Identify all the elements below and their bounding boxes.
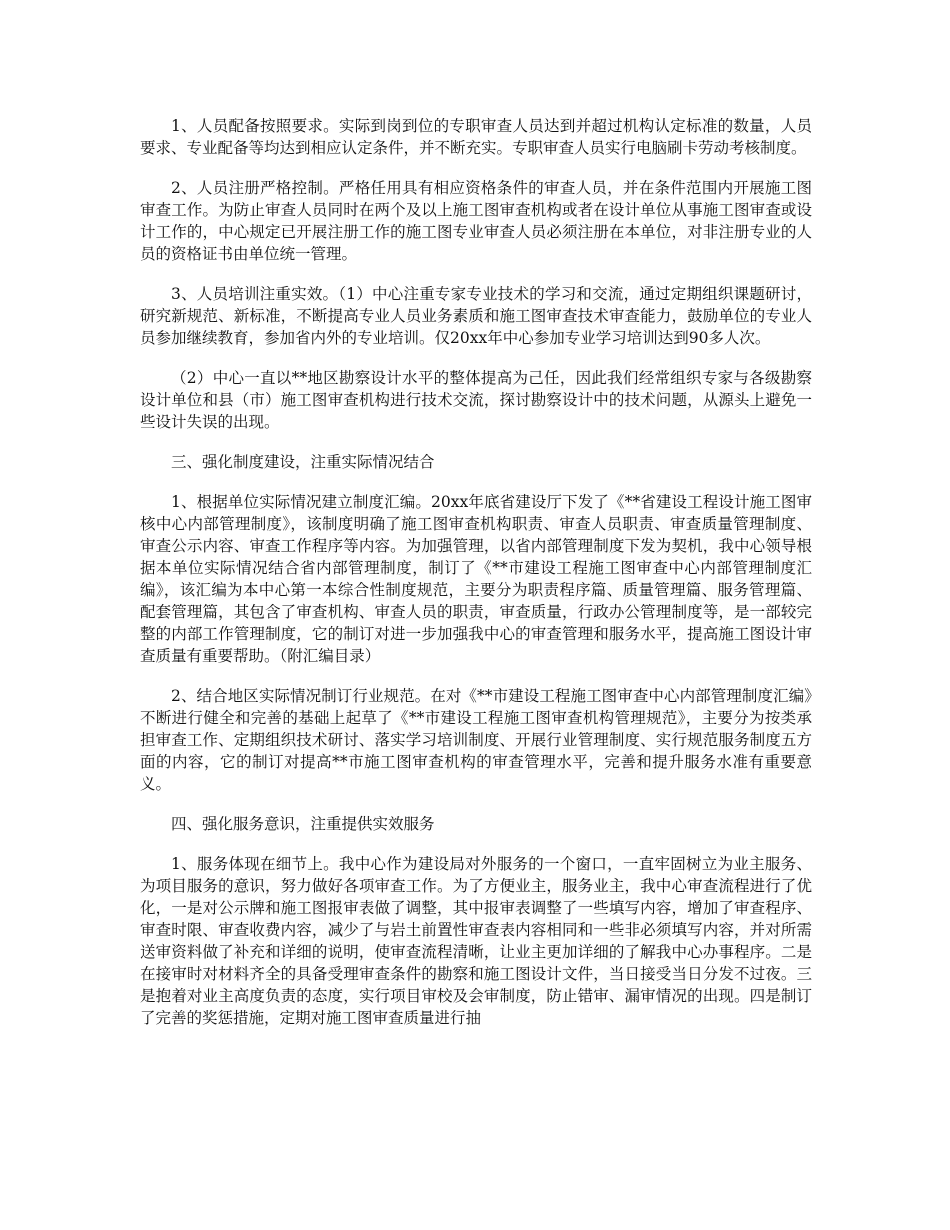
document-body xyxy=(140,115,812,1047)
paragraph-staffing: 1、人员配备按照要求。实际到岗到位的专职审查人员达到并超过机构认定标准的数量，人员要求、专业配备等均达到相应认定条件，并不断充实。专职审查人员实行电脑刷卡劳动考核制度。 xyxy=(140,117,812,157)
section-heading-system: 三、强化制度建设，注重实际情况结合 xyxy=(171,453,435,471)
paragraph-exchange: （2）中心一直以**地区勘察设计水平的整体提高为己任，因此我们经常组织专家与各级勘察设计单位和县（市）施工图审查机构进行技术交流，探讨勘察设计中的技术问题，从源头上避免一些设计失误的出现。 xyxy=(140,369,812,431)
paragraph-system-compilation: 1、根据单位实际情况建立制度汇编。20xx年底省建设厅下发了《**省建设工程设计施工图审核中心内部管理制度》，该制度明确了施工图审查机构职责、审查人员职责、审查质量管理制度、审查公示内容、审查工作程序等内容。为加强管理，以省内部管理制度下发为契机，我中心领导根据本单位实际情况结合省内部管理制度，制订了《**市建设工程施工图审查中心内部管理制度汇编》，该汇编为本中心第一本综合性制度规范，主要分为职责程序篇、质量管理篇、服务管理篇、配套管理篇，其包含了审查机构、审查人员的职责，审查质量，行政办公管理制度等，是一部较完整的内部工作管理制度，它的制订对进一步加强我中心的审查管理和服务水平，提高施工图设计审查质量有重要帮助。（附汇编目录） xyxy=(140,493,812,665)
paragraph-industry-standard: 2、结合地区实际情况制订行业规范。在对《**市建设工程施工图审查中心内部管理制度汇编》不断进行健全和完善的基础上起草了《**市建设工程施工图审查机构管理规范》，主要分为按类承担审查工作、定期组织技术研讨、落实学习培训制度、开展行业管理制度、实行规范服务制度五方面的内容，它的制订对提高**市施工图审查机构的审查管理水平，完善和提升服务水准有重要意义。 xyxy=(140,687,812,793)
paragraph-training: 3、人员培训注重实效。（1）中心注重专家专业技术的学习和交流，通过定期组织课题研讨，研究新规范、新标准，不断提高专业人员业务素质和施工图审查技术审查能力，鼓励单位的专业人员参加继续教育，参加省内外的专业培训。仅20xx年中心参加专业学习培训达到90多人次。 xyxy=(140,285,812,347)
section-heading-service: 四、强化服务意识，注重提供实效服务 xyxy=(171,815,435,833)
paragraph-registration: 2、人员注册严格控制。严格任用具有相应资格条件的审查人员，并在条件范围内开展施工图审查工作。为防止审查人员同时在两个及以上施工图审查机构或者在设计单位从事施工图审查或设计工作的，中心规定已开展注册工作的施工图专业审查人员必须注册在本单位，对非注册专业的人员的资格证书由单位统一管理。 xyxy=(140,179,812,263)
paragraph-service-details: 1、服务体现在细节上。我中心作为建设局对外服务的一个窗口，一直牢固树立为业主服务、为项目服务的意识，努力做好各项审查工作。为了方便业主，服务业主，我中心审查流程进行了优化，一是对公示牌和施工图报审表做了调整，其中报审表调整了一些填写内容，增加了审查程序、审查时限、审查收费内容，减少了与岩土前置性审查表内容相同和一些非必须填写内容，并对所需送审资料做了补充和详细的说明，使审查流程清晰，让业主更加详细的了解我中心办事程序。二是在接审时对材料齐全的具备受理审查条件的勘察和施工图设计文件，当日接受当日分发不过夜。三是抱着对业主高度负责的态度，实行项目审校及会审制度，防止错审、漏审情况的出现。四是制订了完善的奖惩措施，定期对施工图审查质量进行抽 xyxy=(140,855,812,1027)
